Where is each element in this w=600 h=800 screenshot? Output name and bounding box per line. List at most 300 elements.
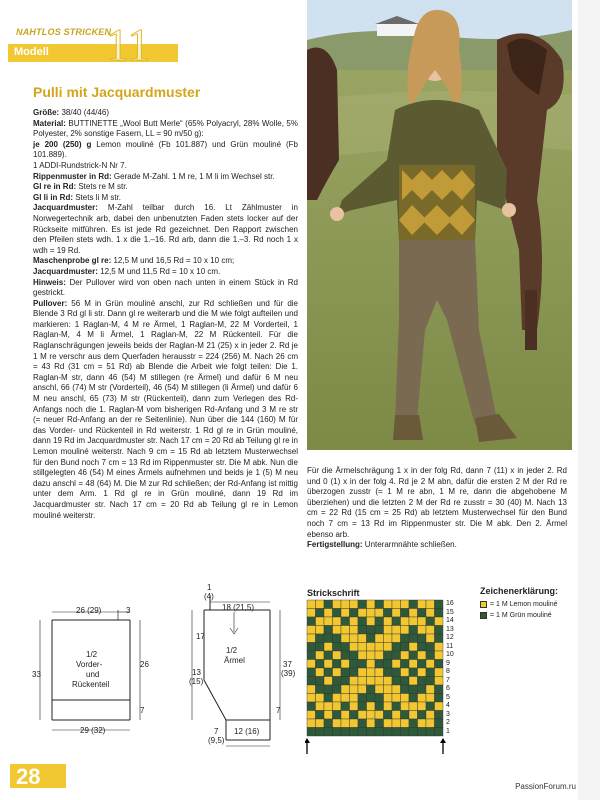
chart-cell bbox=[375, 600, 384, 609]
page-number-tab bbox=[10, 764, 66, 788]
chart-cell bbox=[358, 660, 367, 669]
chart-cell bbox=[316, 634, 325, 643]
chart-cell bbox=[435, 617, 444, 626]
chart-cell bbox=[341, 617, 350, 626]
chart-cell bbox=[350, 651, 359, 660]
chart-cell bbox=[307, 634, 316, 643]
chart-cell bbox=[341, 651, 350, 660]
instruction-value: 1 ADDI-Rundstrick-N Nr 7. bbox=[33, 160, 127, 170]
chart-cell bbox=[341, 626, 350, 635]
chart-cell bbox=[418, 634, 427, 643]
chart-cell bbox=[409, 660, 418, 669]
chart-cell bbox=[426, 694, 435, 703]
chart-cell bbox=[324, 685, 333, 694]
chart-cell bbox=[307, 643, 316, 652]
chart-cell bbox=[350, 668, 359, 677]
chart-cell bbox=[384, 668, 393, 677]
body-label-3: und bbox=[86, 670, 100, 679]
chart-cell bbox=[375, 668, 384, 677]
chart-cell bbox=[392, 643, 401, 652]
chart-cell bbox=[333, 660, 342, 669]
chart-cell bbox=[307, 660, 316, 669]
chart-cell bbox=[401, 719, 410, 728]
chart-cell bbox=[401, 651, 410, 660]
chart-cell bbox=[435, 719, 444, 728]
chart-cell bbox=[409, 685, 418, 694]
chart-cell bbox=[418, 728, 427, 737]
instruction-value: BUTTINETTE „Wool Butt Merle“ (65% Polyacryl, 28% Wolle, 5% Polyester, 2% sonstige Fasern, LL = 90 m/50 g): bbox=[33, 118, 298, 139]
chart-cell bbox=[307, 728, 316, 737]
sleeve-bottom-width: 12 (16) bbox=[234, 727, 260, 736]
page-edge-strip bbox=[578, 0, 600, 800]
model-band bbox=[8, 44, 178, 62]
chart-cell bbox=[324, 643, 333, 652]
chart-cell bbox=[435, 643, 444, 652]
sleeve-label-1: 1/2 bbox=[226, 646, 238, 655]
chart-row-number: 6 bbox=[446, 685, 450, 692]
chart-cell bbox=[426, 702, 435, 711]
instruction-paragraph bbox=[33, 182, 298, 193]
chart-cell bbox=[367, 702, 376, 711]
chart-cell bbox=[418, 711, 427, 720]
sleeve-right-a: 37 bbox=[283, 660, 292, 669]
instruction-paragraph bbox=[33, 172, 298, 183]
chart-cell bbox=[384, 728, 393, 737]
chart-cell bbox=[401, 711, 410, 720]
body-bottom-width: 29 (32) bbox=[80, 726, 106, 735]
chart-cell bbox=[316, 685, 325, 694]
chart-cell bbox=[333, 643, 342, 652]
model-label: Modell bbox=[14, 46, 49, 58]
chart-cell bbox=[324, 634, 333, 643]
chart-cell bbox=[426, 685, 435, 694]
chart-cell bbox=[324, 668, 333, 677]
chart-cell bbox=[435, 685, 444, 694]
chart-cell bbox=[392, 651, 401, 660]
chart-title: Strickschrift bbox=[307, 588, 360, 598]
chart-cell bbox=[375, 728, 384, 737]
chart-cell bbox=[426, 719, 435, 728]
chart-cell bbox=[392, 719, 401, 728]
chart-cell bbox=[367, 694, 376, 703]
chart-cell bbox=[341, 702, 350, 711]
chart-cell bbox=[367, 634, 376, 643]
chart-cell bbox=[401, 660, 410, 669]
legend-item-green bbox=[480, 612, 552, 619]
chart-cell bbox=[409, 643, 418, 652]
chart-cell bbox=[426, 668, 435, 677]
model-number: 11 bbox=[106, 19, 151, 70]
chart-cell bbox=[384, 719, 393, 728]
chart-cell bbox=[392, 728, 401, 737]
chart-cell bbox=[435, 711, 444, 720]
chart-cell bbox=[401, 668, 410, 677]
chart-cell bbox=[307, 719, 316, 728]
instruction-key: Gl li in Rd: bbox=[33, 192, 73, 202]
page-number: 28 bbox=[16, 764, 41, 789]
chart-cell bbox=[307, 685, 316, 694]
photo-illustration bbox=[307, 0, 572, 450]
legend-item-lemon bbox=[480, 601, 558, 608]
chart-cell bbox=[316, 711, 325, 720]
chart-cell bbox=[367, 685, 376, 694]
chart-cell bbox=[409, 677, 418, 686]
page-title: Pulli mit Jacquardmuster bbox=[33, 84, 201, 100]
chart-cell bbox=[392, 685, 401, 694]
green-swatch bbox=[480, 612, 487, 619]
chart-cell bbox=[333, 600, 342, 609]
chart-row-number: 5 bbox=[446, 693, 450, 701]
chart-cell bbox=[426, 728, 435, 737]
chart-cell bbox=[409, 617, 418, 626]
chart-cell bbox=[426, 617, 435, 626]
chart-cell bbox=[367, 609, 376, 618]
chart-cell bbox=[341, 660, 350, 669]
chart-cell bbox=[401, 609, 410, 618]
chart-cell bbox=[333, 609, 342, 618]
chart-cell bbox=[384, 643, 393, 652]
finishing-value: Unterarmnähte schließen. bbox=[362, 540, 457, 550]
sleeve-bottom-left-a: 7 bbox=[214, 727, 219, 736]
chart-cell bbox=[392, 660, 401, 669]
chart-cell bbox=[324, 660, 333, 669]
chart-cell bbox=[358, 685, 367, 694]
legend-green-label: = 1 M Grün mouliné bbox=[490, 612, 552, 619]
chart-cell bbox=[401, 685, 410, 694]
instruction-value: Gerade M-Zahl. 1 M re, 1 M li im Wechsel str. bbox=[111, 171, 275, 181]
instruction-key: Gl re in Rd: bbox=[33, 182, 77, 192]
chart-cell bbox=[316, 719, 325, 728]
instruction-paragraph bbox=[33, 203, 298, 256]
body-right-height: 26 bbox=[140, 660, 149, 669]
chart-row-number: 4 bbox=[446, 702, 450, 709]
chart-cell bbox=[426, 643, 435, 652]
chart-cell bbox=[418, 617, 427, 626]
instruction-paragraph bbox=[33, 193, 298, 204]
chart-cell bbox=[316, 668, 325, 677]
instruction-paragraph bbox=[33, 140, 298, 161]
chart-cell bbox=[324, 651, 333, 660]
chart-cell bbox=[333, 668, 342, 677]
chart-cell bbox=[324, 626, 333, 635]
chart-cell bbox=[367, 660, 376, 669]
chart-cell bbox=[350, 728, 359, 737]
chart-cell bbox=[316, 600, 325, 609]
chart-cell bbox=[333, 651, 342, 660]
chart-cell bbox=[401, 677, 410, 686]
legend-lemon-label: = 1 M Lemon mouliné bbox=[490, 601, 558, 608]
chart-row-number: 7 bbox=[446, 676, 450, 684]
chart-cell bbox=[401, 600, 410, 609]
chart-row-number: 3 bbox=[446, 710, 450, 718]
chart-cell bbox=[367, 643, 376, 652]
chart-cell bbox=[392, 634, 401, 643]
chart-cell bbox=[409, 626, 418, 635]
chart-cell bbox=[392, 711, 401, 720]
chart-cell bbox=[333, 626, 342, 635]
chart-cell bbox=[426, 634, 435, 643]
chart-cell bbox=[341, 609, 350, 618]
chart-cell bbox=[316, 626, 325, 635]
chart-cell bbox=[384, 651, 393, 660]
chart-cell bbox=[384, 660, 393, 669]
chart-cell bbox=[358, 617, 367, 626]
chart-cell bbox=[367, 668, 376, 677]
chart-cell bbox=[341, 685, 350, 694]
chart-cell bbox=[316, 617, 325, 626]
chart-cell bbox=[401, 626, 410, 635]
chart-cell bbox=[375, 711, 384, 720]
instruction-paragraph bbox=[33, 299, 298, 521]
chart-cell bbox=[324, 711, 333, 720]
chart-cell bbox=[426, 677, 435, 686]
chart-cell bbox=[367, 677, 376, 686]
chart-row-number: 10 bbox=[446, 651, 454, 658]
chart-cell bbox=[384, 685, 393, 694]
chart-cell bbox=[358, 643, 367, 652]
sleeve-left-c: (15) bbox=[189, 677, 204, 686]
chart-cell bbox=[367, 600, 376, 609]
chart-cell bbox=[350, 677, 359, 686]
sleeve-top-width: 18 (21,5) bbox=[222, 603, 255, 612]
chart-cell bbox=[350, 702, 359, 711]
sleeve-top-a: 1 bbox=[207, 583, 212, 592]
instruction-paragraph bbox=[33, 161, 298, 172]
chart-row-number: 11 bbox=[446, 642, 454, 650]
chart-cell bbox=[409, 719, 418, 728]
chart-cell bbox=[307, 711, 316, 720]
chart-cell bbox=[435, 702, 444, 711]
body-rib-height: 7 bbox=[140, 706, 145, 715]
section-header bbox=[8, 19, 178, 70]
body-label-1: 1/2 bbox=[86, 650, 98, 659]
chart-cell bbox=[401, 702, 410, 711]
chart-cell bbox=[367, 617, 376, 626]
chart-cell bbox=[401, 634, 410, 643]
chart-row-number: 9 bbox=[446, 659, 450, 667]
chart-cell bbox=[375, 694, 384, 703]
instruction-key: Größe: bbox=[33, 108, 60, 117]
sleeve-left-a: 17 bbox=[196, 632, 205, 641]
chart-cell bbox=[375, 702, 384, 711]
chart-cell bbox=[350, 634, 359, 643]
chart-cell bbox=[392, 600, 401, 609]
chart-row-number: 8 bbox=[446, 668, 450, 675]
chart-cell bbox=[375, 626, 384, 635]
lemon-swatch bbox=[480, 601, 487, 608]
chart-cell bbox=[324, 702, 333, 711]
legend-title: Zeichenerklärung: bbox=[480, 586, 559, 596]
instruction-value: 56 M in Grün mouliné anschl, zur Rd schließen und für die Blende 3 Rd gl li str. Dann gl re weiterarb und die M wie folgt aufteilen und markieren: 1 Raglan-M, 4 M re Ärmel, 1 Raglan-M, 22 M Vorderteil, 1 Raglan-M, 4 M li Ärmel, 1 Raglan-M, 22 M Rückenteil. Für die Raglanschrägungen jeweils beids der Raglan-M 21 (25) x in jeder 2. Rd je 1 M re verschr aus dem Querfaden herausstr = 224 (256) M. Nach 26 cm = 43 Rd (31 cm = 51 Rd) ab Blende die Arbeit wie folgt teilen: Die 1. Raglan-M str, dann 46 (54) M stillegen (re Ärmel) und dafür 6 M neu anschl, 66 (74) M str (Vorderteil), 46 (54) M stillegen (li Ärmel) und dafür 6 M neu anschl, 65 (73) M str (Rückenteil), dann zum Verlegen des Rd-Anfangs noch die 1. Raglan-M vom bisherigen Rd-Anfang und 3 M re str (= neuer Rd-Anfang an der re Seitenlinie). Nun über die 144 (160) M für das Vorder- und Rückenteil in Rd weiterstr. 1 Rd gl re in Grün mouliné, dann 19 Rd im Jacquardmuster str. Nach 17 cm = 20 Rd ab Teilung gl re in Lemon mouliné weiterstr. Nach 9 cm = 15 Rd ab letztem Musterwechsel für den Bund noch 7 cm = 13 Rd im Rippenmuster str. Die M abk. Nun die stillgelegten 46 (54) M eines Ärmels aufnehmen und beids je 1 (5) M neu dazu anschl = 48 (64) M. Die M zur Rd schließen; der Rd-Anfang ist mittig unter dem Arm. 1 Rd gl re in Grün mouliné, dann 19 Rd im Jacquardmuster str. Nach 17 cm = 20 Rd ab Teilung gl re in Lemon mouliné weiterstr. bbox=[33, 298, 298, 520]
body-label-4: Rückenteil bbox=[72, 680, 110, 689]
chart-cell bbox=[341, 728, 350, 737]
sleeve-right-b: (39) bbox=[281, 669, 296, 678]
chart-cell bbox=[409, 694, 418, 703]
chart-cell bbox=[358, 626, 367, 635]
chart-cell bbox=[384, 634, 393, 643]
instruction-value: Stets li M str. bbox=[73, 192, 122, 202]
sleeve-bottom-left-b: (9,5) bbox=[208, 736, 225, 745]
chart-cell bbox=[350, 626, 359, 635]
chart-cell bbox=[367, 626, 376, 635]
instruction-value: Der Pullover wird von oben nach unten in einem Stück in Rd gestrickt. bbox=[33, 277, 298, 298]
chart-row-number: 2 bbox=[446, 719, 450, 726]
chart-cell bbox=[435, 728, 444, 737]
chart-cell bbox=[358, 634, 367, 643]
chart-cell bbox=[324, 617, 333, 626]
chart-cell bbox=[435, 651, 444, 660]
chart-row-number: 14 bbox=[446, 617, 454, 624]
chart-cell bbox=[384, 609, 393, 618]
instruction-value: 12,5 M und 11,5 Rd = 10 x 10 cm. bbox=[97, 266, 221, 276]
instruction-key: Hinweis: bbox=[33, 277, 66, 287]
chart-cell bbox=[324, 719, 333, 728]
repeat-arrowhead bbox=[440, 738, 446, 743]
chart-cell bbox=[375, 660, 384, 669]
chart-cell bbox=[350, 600, 359, 609]
chart-cell bbox=[307, 617, 316, 626]
chart-cell bbox=[333, 685, 342, 694]
chart-cell bbox=[392, 617, 401, 626]
chart-cell bbox=[367, 728, 376, 737]
model-photo bbox=[307, 0, 572, 450]
chart-cell bbox=[358, 719, 367, 728]
chart-cell bbox=[358, 711, 367, 720]
chart-cell bbox=[341, 711, 350, 720]
chart-cell bbox=[350, 685, 359, 694]
chart-cell bbox=[307, 609, 316, 618]
chart-cell bbox=[350, 617, 359, 626]
chart-cell bbox=[409, 728, 418, 737]
chart-cell bbox=[367, 719, 376, 728]
chart-cell bbox=[375, 643, 384, 652]
instruction-value: Lemon mouliné (Fb 101.887) und Grün mouliné (Fb 101.889). bbox=[33, 139, 298, 160]
chart-cell bbox=[392, 694, 401, 703]
instruction-key: Jacquardmuster: bbox=[33, 266, 98, 276]
chart-cell bbox=[307, 694, 316, 703]
chart-cell bbox=[409, 668, 418, 677]
chart-cell bbox=[341, 668, 350, 677]
chart-cell bbox=[341, 600, 350, 609]
chart-cell bbox=[409, 702, 418, 711]
chart-cell bbox=[435, 660, 444, 669]
chart-cell bbox=[307, 702, 316, 711]
chart-cell bbox=[435, 694, 444, 703]
chart-row-number: 13 bbox=[446, 625, 454, 633]
chart-cell bbox=[426, 600, 435, 609]
chart-cell bbox=[324, 609, 333, 618]
chart-cell bbox=[367, 651, 376, 660]
chart-cell bbox=[333, 694, 342, 703]
chart-cell bbox=[358, 600, 367, 609]
chart-cell bbox=[384, 694, 393, 703]
chart-row-number: 16 bbox=[446, 600, 454, 607]
chart-cell bbox=[358, 694, 367, 703]
chart-cell bbox=[333, 634, 342, 643]
chart-cell bbox=[418, 660, 427, 669]
chart-cell bbox=[401, 617, 410, 626]
chart-cell bbox=[333, 711, 342, 720]
instruction-value: Stets re M str. bbox=[76, 182, 128, 192]
chart-cell bbox=[384, 626, 393, 635]
chart-cell bbox=[435, 668, 444, 677]
chart-cell bbox=[418, 651, 427, 660]
chart-cell bbox=[316, 643, 325, 652]
instructions-column-2 bbox=[307, 466, 567, 551]
instruction-key: Pullover: bbox=[33, 298, 68, 308]
chart-cell bbox=[418, 719, 427, 728]
chart-cell bbox=[401, 694, 410, 703]
chart-cell bbox=[384, 702, 393, 711]
chart-cell bbox=[384, 617, 393, 626]
chart-cell bbox=[418, 668, 427, 677]
chart-cell bbox=[375, 609, 384, 618]
instruction-paragraph bbox=[33, 119, 298, 140]
chart-cell bbox=[316, 702, 325, 711]
chart-cell bbox=[358, 728, 367, 737]
chart-cell bbox=[384, 677, 393, 686]
instruction-paragraph bbox=[33, 278, 298, 299]
chart-cell bbox=[418, 609, 427, 618]
chart-cell bbox=[409, 651, 418, 660]
chart-cell bbox=[375, 719, 384, 728]
instruction-paragraph bbox=[33, 267, 298, 278]
chart-cell bbox=[358, 609, 367, 618]
chart-cell bbox=[409, 600, 418, 609]
chart-cell bbox=[409, 711, 418, 720]
instruction-key: Jacquardmuster: bbox=[33, 203, 98, 213]
chart-cell bbox=[375, 634, 384, 643]
chart-cell bbox=[316, 660, 325, 669]
chart-cell bbox=[350, 660, 359, 669]
chart-cell bbox=[316, 694, 325, 703]
chart-cell bbox=[392, 626, 401, 635]
chart-cell bbox=[418, 600, 427, 609]
chart-cell bbox=[350, 711, 359, 720]
chart-cell bbox=[324, 728, 333, 737]
chart-cell bbox=[384, 600, 393, 609]
chart-cell bbox=[316, 651, 325, 660]
chart-cell bbox=[435, 677, 444, 686]
chart-cell bbox=[409, 634, 418, 643]
chart-cell bbox=[350, 719, 359, 728]
instruction-value: 12,5 M und 16,5 Rd = 10 x 10 cm; bbox=[111, 256, 235, 266]
chart-cell bbox=[358, 677, 367, 686]
chart-cell bbox=[418, 685, 427, 694]
chart-cell bbox=[426, 651, 435, 660]
chart-cell bbox=[375, 651, 384, 660]
chart-cell bbox=[392, 609, 401, 618]
instruction-key: Rippenmuster in Rd: bbox=[33, 171, 112, 181]
chart-cell bbox=[358, 651, 367, 660]
chart-cell bbox=[316, 609, 325, 618]
chart-cell bbox=[333, 728, 342, 737]
chart-row-number: 1 bbox=[446, 727, 450, 735]
instructions-column bbox=[33, 108, 298, 521]
chart-cell bbox=[316, 677, 325, 686]
chart-cell bbox=[358, 702, 367, 711]
chart-cell bbox=[401, 643, 410, 652]
instruction-value: 38/40 (44/46) bbox=[59, 108, 110, 117]
chart-cell bbox=[435, 626, 444, 635]
chart-cell bbox=[333, 719, 342, 728]
chart-cell bbox=[426, 711, 435, 720]
chart-cell bbox=[426, 626, 435, 635]
chart-cell bbox=[418, 626, 427, 635]
chart-cell bbox=[350, 694, 359, 703]
section-label: NAHTLOS STRICKEN bbox=[16, 27, 112, 37]
chart-cell bbox=[384, 711, 393, 720]
